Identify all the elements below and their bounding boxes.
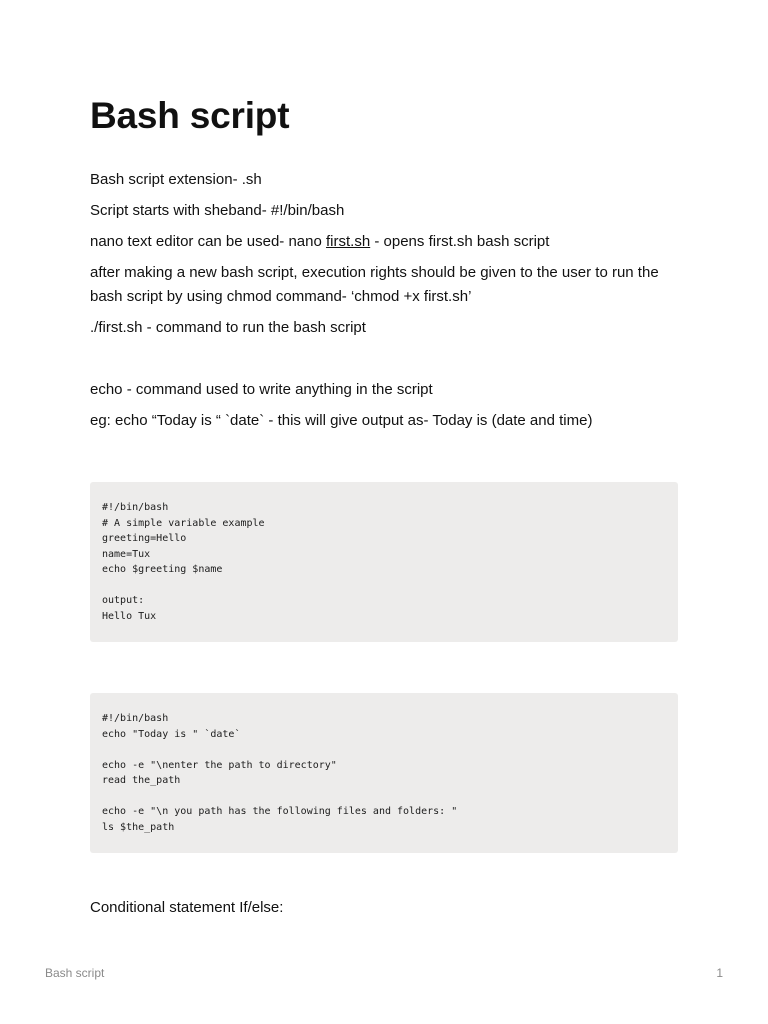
nano-text-after: - opens first.sh bash script bbox=[370, 233, 550, 250]
spacer bbox=[90, 853, 678, 896]
first-sh-link[interactable]: first.sh bbox=[326, 233, 371, 250]
nano-text-before: nano text editor can be used- nano bbox=[90, 233, 327, 250]
spacer bbox=[90, 440, 678, 482]
paragraph-nano bbox=[90, 230, 678, 254]
footer-page-number: 1 bbox=[716, 966, 723, 980]
page-title: Bash script bbox=[90, 95, 290, 136]
spacer bbox=[90, 642, 678, 693]
code-block-variable-example: #!/bin/bash # A simple variable example greeting=Hello name=Tux echo $greeting $name output: Hello Tux bbox=[90, 482, 678, 642]
paragraph-chmod: after making a new bash script, execution rights should be given to the user to run the bash script by using chmod command- ‘chmod +x first.sh’ bbox=[90, 264, 659, 305]
paragraph-echo-example: eg: echo “Today is “ `date` - this will give output as- Today is (date and time) bbox=[90, 412, 593, 429]
paragraph-echo: echo - command used to write anything in the script bbox=[90, 381, 433, 398]
paragraph-run: ./first.sh - command to run the bash script bbox=[90, 319, 366, 336]
document-page bbox=[90, 94, 678, 927]
heading-conditional: Conditional statement If/else: bbox=[90, 899, 284, 916]
paragraph-shebang: Script starts with sheband- #!/bin/bash bbox=[90, 202, 345, 219]
code-block-read-path: #!/bin/bash echo "Today is " `date` echo -e "\nenter the path to directory" read the_path echo -e "\n you path has the following files and folders: " ls $the_path bbox=[90, 693, 678, 853]
footer-document-title: Bash script bbox=[45, 966, 105, 980]
paragraph-extension: Bash script extension- .sh bbox=[90, 171, 262, 188]
spacer bbox=[90, 347, 678, 378]
